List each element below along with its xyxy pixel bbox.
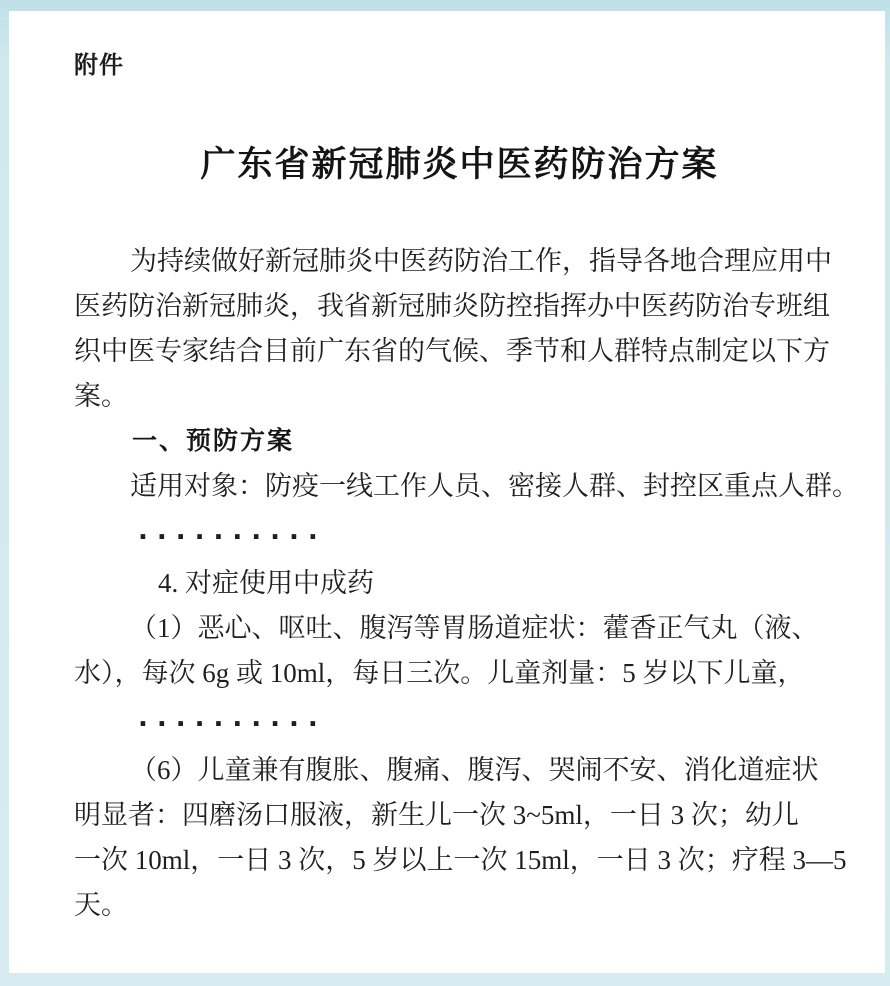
item4-heading: 4. 对症使用中成药 — [158, 568, 374, 598]
attachment-label: 附件 — [74, 52, 124, 79]
ellipsis-line: .......... — [138, 516, 327, 546]
item4-sub6-line: 天。 — [74, 890, 128, 920]
section-heading: 一、预防方案 — [132, 427, 295, 455]
document-title: 广东省新冠肺炎中医药防治方案 — [200, 145, 719, 184]
item4-sub6-line: 明显者：四磨汤口服液，新生儿一次 3~5ml，一日 3 次；幼儿 — [74, 800, 799, 830]
document-page — [9, 11, 885, 973]
item4-sub1-line: 水），每次 6g 或 10ml，每日三次。儿童剂量：5 岁以下儿童， — [74, 658, 805, 688]
target-audience-line: 适用对象：防疫一线工作人员、密接人群、封控区重点人群。 — [130, 471, 859, 501]
intro-paragraph-line: 案。 — [74, 381, 128, 411]
item4-sub6-line: 一次 10ml，一日 3 次，5 岁以上一次 15ml，一日 3 次；疗程 3—5 — [74, 845, 847, 875]
item4-sub6-line: （6）儿童兼有腹胀、腹痛、腹泻、哭闹不安、消化道症状 — [130, 755, 819, 785]
ellipsis-line: .......... — [138, 703, 327, 733]
intro-paragraph-line: 医药防治新冠肺炎，我省新冠肺炎防控指挥办中医药防治专班组 — [74, 291, 830, 321]
intro-paragraph-line: 织中医专家结合目前广东省的气候、季节和人群特点制定以下方 — [74, 336, 830, 366]
intro-paragraph-line: 为持续做好新冠肺炎中医药防治工作，指导各地合理应用中 — [130, 246, 832, 276]
item4-sub1-line: （1）恶心、呕吐、腹泻等胃肠道症状：藿香正气丸（液、 — [130, 613, 819, 643]
document-body — [74, 239, 859, 928]
